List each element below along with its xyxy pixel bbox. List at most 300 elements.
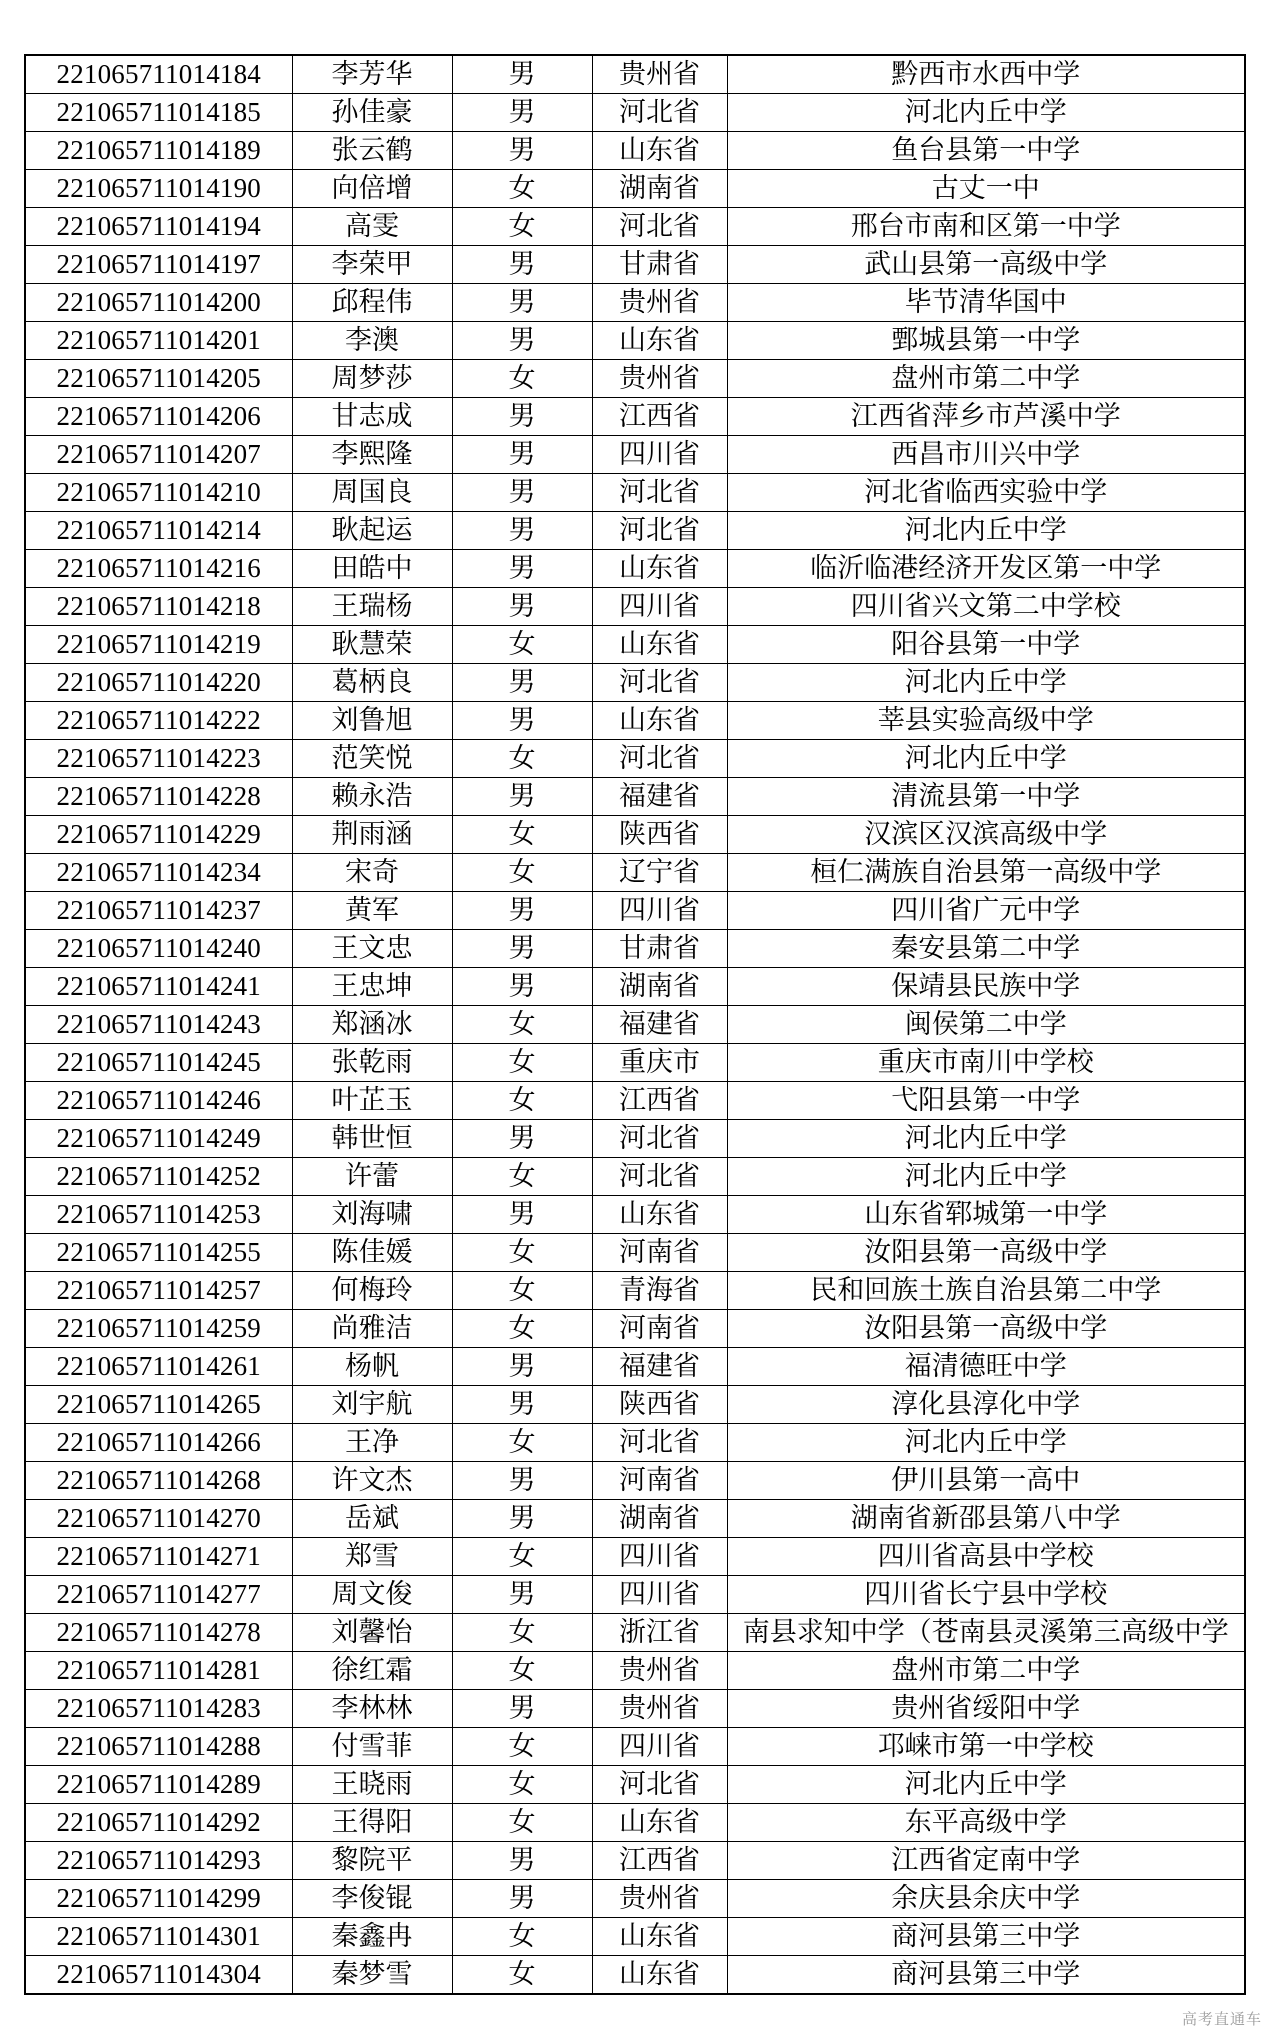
gender-cell: 男: [452, 702, 592, 740]
student-name-cell: 田皓中: [292, 550, 452, 588]
school-name-cell: 民和回族土族自治县第二中学: [727, 1272, 1245, 1310]
school-name-cell: 河北内丘中学: [727, 1120, 1245, 1158]
exam-id-cell: 221065711014249: [25, 1120, 292, 1158]
student-name-cell: 李荣甲: [292, 246, 452, 284]
school-name-cell: 四川省兴文第二中学校: [727, 588, 1245, 626]
table-row: [25, 816, 1245, 854]
exam-id-cell: 221065711014278: [25, 1614, 292, 1652]
school-name-cell: 汝阳县第一高级中学: [727, 1310, 1245, 1348]
province-cell: 河北省: [592, 664, 727, 702]
student-name-cell: 李林林: [292, 1690, 452, 1728]
student-name-cell: 黎院平: [292, 1842, 452, 1880]
gender-cell: 女: [452, 170, 592, 208]
table-row: [25, 1614, 1245, 1652]
gender-cell: 男: [452, 1500, 592, 1538]
table-row: [25, 854, 1245, 892]
school-name-cell: 秦安县第二中学: [727, 930, 1245, 968]
table-row: [25, 1348, 1245, 1386]
table-row: [25, 1538, 1245, 1576]
table-row: [25, 474, 1245, 512]
school-name-cell: 盘州市第二中学: [727, 360, 1245, 398]
table-row: [25, 1120, 1245, 1158]
exam-id-cell: 221065711014205: [25, 360, 292, 398]
gender-cell: 女: [452, 1272, 592, 1310]
student-name-cell: 王文忠: [292, 930, 452, 968]
table-row: [25, 1006, 1245, 1044]
school-name-cell: 南县求知中学（苍南县灵溪第三高级中学: [727, 1614, 1245, 1652]
exam-id-cell: 221065711014301: [25, 1918, 292, 1956]
province-cell: 江西省: [592, 398, 727, 436]
gender-cell: 男: [452, 1120, 592, 1158]
table-row: [25, 968, 1245, 1006]
school-name-cell: 河北内丘中学: [727, 1424, 1245, 1462]
province-cell: 四川省: [592, 1538, 727, 1576]
gender-cell: 女: [452, 1956, 592, 1995]
gender-cell: 女: [452, 1652, 592, 1690]
student-name-cell: 范笑悦: [292, 740, 452, 778]
student-list-body: [25, 55, 1245, 1994]
gender-cell: 女: [452, 1424, 592, 1462]
gender-cell: 男: [452, 322, 592, 360]
school-name-cell: 淳化县淳化中学: [727, 1386, 1245, 1424]
gender-cell: 男: [452, 284, 592, 322]
province-cell: 河北省: [592, 1424, 727, 1462]
gender-cell: 男: [452, 892, 592, 930]
school-name-cell: 四川省长宁县中学校: [727, 1576, 1245, 1614]
student-name-cell: 郑雪: [292, 1538, 452, 1576]
student-name-cell: 何梅玲: [292, 1272, 452, 1310]
gender-cell: 男: [452, 1576, 592, 1614]
province-cell: 山东省: [592, 1804, 727, 1842]
school-name-cell: 清流县第一中学: [727, 778, 1245, 816]
table-row: [25, 1386, 1245, 1424]
school-name-cell: 阳谷县第一中学: [727, 626, 1245, 664]
exam-id-cell: 221065711014237: [25, 892, 292, 930]
school-name-cell: 黔西市水西中学: [727, 55, 1245, 94]
school-name-cell: 江西省定南中学: [727, 1842, 1245, 1880]
gender-cell: 女: [452, 1234, 592, 1272]
school-name-cell: 邢台市南和区第一中学: [727, 208, 1245, 246]
province-cell: 甘肃省: [592, 246, 727, 284]
exam-id-cell: 221065711014265: [25, 1386, 292, 1424]
student-name-cell: 许文杰: [292, 1462, 452, 1500]
province-cell: 山东省: [592, 1956, 727, 1995]
gender-cell: 男: [452, 1842, 592, 1880]
table-row: [25, 1918, 1245, 1956]
gender-cell: 男: [452, 778, 592, 816]
gender-cell: 女: [452, 1728, 592, 1766]
school-name-cell: 西昌市川兴中学: [727, 436, 1245, 474]
school-name-cell: 鱼台县第一中学: [727, 132, 1245, 170]
province-cell: 河北省: [592, 1158, 727, 1196]
exam-id-cell: 221065711014277: [25, 1576, 292, 1614]
school-name-cell: 江西省萍乡市芦溪中学: [727, 398, 1245, 436]
student-name-cell: 李澳: [292, 322, 452, 360]
school-name-cell: 盘州市第二中学: [727, 1652, 1245, 1690]
school-name-cell: 四川省广元中学: [727, 892, 1245, 930]
gender-cell: 男: [452, 588, 592, 626]
table-row: [25, 1728, 1245, 1766]
province-cell: 河北省: [592, 208, 727, 246]
exam-id-cell: 221065711014200: [25, 284, 292, 322]
school-name-cell: 武山县第一高级中学: [727, 246, 1245, 284]
province-cell: 辽宁省: [592, 854, 727, 892]
exam-id-cell: 221065711014207: [25, 436, 292, 474]
student-name-cell: 赖永浩: [292, 778, 452, 816]
table-row: [25, 930, 1245, 968]
exam-id-cell: 221065711014261: [25, 1348, 292, 1386]
student-name-cell: 郑涵冰: [292, 1006, 452, 1044]
exam-id-cell: 221065711014255: [25, 1234, 292, 1272]
gender-cell: 男: [452, 55, 592, 94]
table-row: [25, 1462, 1245, 1500]
gender-cell: 女: [452, 626, 592, 664]
school-name-cell: 山东省郓城第一中学: [727, 1196, 1245, 1234]
province-cell: 山东省: [592, 1918, 727, 1956]
exam-id-cell: 221065711014219: [25, 626, 292, 664]
table-row: [25, 1082, 1245, 1120]
exam-id-cell: 221065711014293: [25, 1842, 292, 1880]
gender-cell: 男: [452, 930, 592, 968]
student-name-cell: 陈佳媛: [292, 1234, 452, 1272]
exam-id-cell: 221065711014245: [25, 1044, 292, 1082]
province-cell: 浙江省: [592, 1614, 727, 1652]
table-row: [25, 436, 1245, 474]
table-row: [25, 1804, 1245, 1842]
student-name-cell: 尚雅洁: [292, 1310, 452, 1348]
school-name-cell: 余庆县余庆中学: [727, 1880, 1245, 1918]
exam-id-cell: 221065711014292: [25, 1804, 292, 1842]
student-name-cell: 李熙隆: [292, 436, 452, 474]
school-name-cell: 河北内丘中学: [727, 1766, 1245, 1804]
province-cell: 河南省: [592, 1462, 727, 1500]
exam-id-cell: 221065711014304: [25, 1956, 292, 1995]
gender-cell: 男: [452, 132, 592, 170]
gender-cell: 女: [452, 816, 592, 854]
student-name-cell: 秦鑫冉: [292, 1918, 452, 1956]
gender-cell: 男: [452, 1348, 592, 1386]
student-name-cell: 秦梦雪: [292, 1956, 452, 1995]
province-cell: 湖南省: [592, 968, 727, 1006]
table-row: [25, 1880, 1245, 1918]
student-name-cell: 王瑞杨: [292, 588, 452, 626]
watermark-text: 高考直通车: [1181, 2010, 1262, 2028]
school-name-cell: 伊川县第一高中: [727, 1462, 1245, 1500]
exam-id-cell: 221065711014194: [25, 208, 292, 246]
province-cell: 福建省: [592, 1006, 727, 1044]
gender-cell: 女: [452, 1006, 592, 1044]
table-row: [25, 1424, 1245, 1462]
table-row: [25, 132, 1245, 170]
student-name-cell: 张云鹤: [292, 132, 452, 170]
exam-id-cell: 221065711014190: [25, 170, 292, 208]
table-row: [25, 284, 1245, 322]
school-name-cell: 四川省高县中学校: [727, 1538, 1245, 1576]
school-name-cell: 商河县第三中学: [727, 1956, 1245, 1995]
exam-id-cell: 221065711014229: [25, 816, 292, 854]
school-name-cell: 弋阳县第一中学: [727, 1082, 1245, 1120]
table-row: [25, 1272, 1245, 1310]
exam-id-cell: 221065711014240: [25, 930, 292, 968]
province-cell: 重庆市: [592, 1044, 727, 1082]
province-cell: 江西省: [592, 1842, 727, 1880]
student-name-cell: 耿慧荣: [292, 626, 452, 664]
province-cell: 贵州省: [592, 1690, 727, 1728]
province-cell: 湖南省: [592, 170, 727, 208]
school-name-cell: 河北内丘中学: [727, 512, 1245, 550]
student-name-cell: 许蕾: [292, 1158, 452, 1196]
province-cell: 山东省: [592, 550, 727, 588]
table-row: [25, 588, 1245, 626]
exam-id-cell: 221065711014218: [25, 588, 292, 626]
school-name-cell: 临沂临港经济开发区第一中学: [727, 550, 1245, 588]
province-cell: 山东省: [592, 132, 727, 170]
school-name-cell: 桓仁满族自治县第一高级中学: [727, 854, 1245, 892]
table-row: [25, 246, 1245, 284]
table-row: [25, 1576, 1245, 1614]
table-row: [25, 322, 1245, 360]
school-name-cell: 闽侯第二中学: [727, 1006, 1245, 1044]
province-cell: 陕西省: [592, 1386, 727, 1424]
gender-cell: 男: [452, 968, 592, 1006]
exam-id-cell: 221065711014243: [25, 1006, 292, 1044]
province-cell: 四川省: [592, 588, 727, 626]
table-row: [25, 1690, 1245, 1728]
exam-id-cell: 221065711014252: [25, 1158, 292, 1196]
gender-cell: 男: [452, 550, 592, 588]
table-row: [25, 55, 1245, 94]
table-row: [25, 1234, 1245, 1272]
gender-cell: 男: [452, 664, 592, 702]
student-name-cell: 葛柄良: [292, 664, 452, 702]
table-row: [25, 1766, 1245, 1804]
province-cell: 四川省: [592, 892, 727, 930]
gender-cell: 女: [452, 208, 592, 246]
table-row: [25, 170, 1245, 208]
table-row: [25, 1310, 1245, 1348]
province-cell: 贵州省: [592, 1652, 727, 1690]
gender-cell: 男: [452, 1462, 592, 1500]
table-row: [25, 550, 1245, 588]
exam-id-cell: 221065711014185: [25, 94, 292, 132]
table-row: [25, 1158, 1245, 1196]
exam-id-cell: 221065711014299: [25, 1880, 292, 1918]
gender-cell: 男: [452, 1880, 592, 1918]
gender-cell: 男: [452, 398, 592, 436]
table-row: [25, 1956, 1245, 1995]
school-name-cell: 河北内丘中学: [727, 94, 1245, 132]
table-row: [25, 208, 1245, 246]
school-name-cell: 商河县第三中学: [727, 1918, 1245, 1956]
student-name-cell: 刘海啸: [292, 1196, 452, 1234]
student-name-cell: 杨帆: [292, 1348, 452, 1386]
student-name-cell: 高雯: [292, 208, 452, 246]
table-row: [25, 740, 1245, 778]
exam-id-cell: 221065711014288: [25, 1728, 292, 1766]
exam-id-cell: 221065711014210: [25, 474, 292, 512]
province-cell: 甘肃省: [592, 930, 727, 968]
province-cell: 贵州省: [592, 360, 727, 398]
exam-id-cell: 221065711014241: [25, 968, 292, 1006]
gender-cell: 女: [452, 1310, 592, 1348]
gender-cell: 男: [452, 1386, 592, 1424]
gender-cell: 男: [452, 94, 592, 132]
gender-cell: 女: [452, 1044, 592, 1082]
exam-id-cell: 221065711014220: [25, 664, 292, 702]
gender-cell: 男: [452, 436, 592, 474]
exam-id-cell: 221065711014289: [25, 1766, 292, 1804]
table-row: [25, 1044, 1245, 1082]
student-name-cell: 王忠坤: [292, 968, 452, 1006]
province-cell: 河北省: [592, 512, 727, 550]
province-cell: 青海省: [592, 1272, 727, 1310]
student-name-cell: 刘馨怡: [292, 1614, 452, 1652]
student-name-cell: 李俊锟: [292, 1880, 452, 1918]
table-row: [25, 398, 1245, 436]
exam-id-cell: 221065711014234: [25, 854, 292, 892]
table-row: [25, 892, 1245, 930]
student-list-table: [24, 54, 1246, 1995]
exam-id-cell: 221065711014222: [25, 702, 292, 740]
school-name-cell: 莘县实验高级中学: [727, 702, 1245, 740]
table-row: [25, 1196, 1245, 1234]
province-cell: 山东省: [592, 322, 727, 360]
exam-id-cell: 221065711014253: [25, 1196, 292, 1234]
school-name-cell: 重庆市南川中学校: [727, 1044, 1245, 1082]
province-cell: 河北省: [592, 1766, 727, 1804]
province-cell: 河南省: [592, 1234, 727, 1272]
province-cell: 福建省: [592, 778, 727, 816]
school-name-cell: 保靖县民族中学: [727, 968, 1245, 1006]
province-cell: 河北省: [592, 474, 727, 512]
gender-cell: 男: [452, 512, 592, 550]
gender-cell: 女: [452, 1158, 592, 1196]
student-name-cell: 耿起运: [292, 512, 452, 550]
student-name-cell: 王晓雨: [292, 1766, 452, 1804]
student-name-cell: 刘鲁旭: [292, 702, 452, 740]
province-cell: 四川省: [592, 1576, 727, 1614]
table-row: [25, 1500, 1245, 1538]
student-name-cell: 周国良: [292, 474, 452, 512]
exam-id-cell: 221065711014257: [25, 1272, 292, 1310]
table-row: [25, 778, 1245, 816]
gender-cell: 女: [452, 1538, 592, 1576]
gender-cell: 女: [452, 360, 592, 398]
student-name-cell: 黄军: [292, 892, 452, 930]
student-name-cell: 周梦莎: [292, 360, 452, 398]
province-cell: 河北省: [592, 1120, 727, 1158]
exam-id-cell: 221065711014216: [25, 550, 292, 588]
gender-cell: 女: [452, 1804, 592, 1842]
student-name-cell: 韩世恒: [292, 1120, 452, 1158]
school-name-cell: 河北内丘中学: [727, 740, 1245, 778]
school-name-cell: 汉滨区汉滨高级中学: [727, 816, 1245, 854]
school-name-cell: 鄄城县第一中学: [727, 322, 1245, 360]
student-name-cell: 张乾雨: [292, 1044, 452, 1082]
gender-cell: 女: [452, 1614, 592, 1652]
table-row: [25, 360, 1245, 398]
student-name-cell: 周文俊: [292, 1576, 452, 1614]
gender-cell: 女: [452, 1766, 592, 1804]
exam-id-cell: 221065711014268: [25, 1462, 292, 1500]
exam-id-cell: 221065711014189: [25, 132, 292, 170]
school-name-cell: 河北内丘中学: [727, 1158, 1245, 1196]
table-row: [25, 664, 1245, 702]
gender-cell: 女: [452, 1918, 592, 1956]
student-name-cell: 王得阳: [292, 1804, 452, 1842]
gender-cell: 男: [452, 1196, 592, 1234]
school-name-cell: 毕节清华国中: [727, 284, 1245, 322]
exam-id-cell: 221065711014270: [25, 1500, 292, 1538]
school-name-cell: 贵州省绥阳中学: [727, 1690, 1245, 1728]
school-name-cell: 古丈一中: [727, 170, 1245, 208]
school-name-cell: 东平高级中学: [727, 1804, 1245, 1842]
student-name-cell: 宋奇: [292, 854, 452, 892]
exam-id-cell: 221065711014266: [25, 1424, 292, 1462]
province-cell: 江西省: [592, 1082, 727, 1120]
table-row: [25, 512, 1245, 550]
province-cell: 贵州省: [592, 55, 727, 94]
school-name-cell: 汝阳县第一高级中学: [727, 1234, 1245, 1272]
exam-id-cell: 221065711014281: [25, 1652, 292, 1690]
gender-cell: 女: [452, 1082, 592, 1120]
gender-cell: 女: [452, 740, 592, 778]
exam-id-cell: 221065711014214: [25, 512, 292, 550]
table-row: [25, 702, 1245, 740]
province-cell: 湖南省: [592, 1500, 727, 1538]
student-name-cell: 孙佳豪: [292, 94, 452, 132]
gender-cell: 男: [452, 246, 592, 284]
province-cell: 贵州省: [592, 1880, 727, 1918]
school-name-cell: 福清德旺中学: [727, 1348, 1245, 1386]
province-cell: 山东省: [592, 626, 727, 664]
exam-id-cell: 221065711014271: [25, 1538, 292, 1576]
gender-cell: 男: [452, 474, 592, 512]
exam-id-cell: 221065711014197: [25, 246, 292, 284]
exam-id-cell: 221065711014259: [25, 1310, 292, 1348]
school-name-cell: 河北内丘中学: [727, 664, 1245, 702]
exam-id-cell: 221065711014283: [25, 1690, 292, 1728]
student-name-cell: 向倍增: [292, 170, 452, 208]
school-name-cell: 邛崃市第一中学校: [727, 1728, 1245, 1766]
province-cell: 陕西省: [592, 816, 727, 854]
province-cell: 福建省: [592, 1348, 727, 1386]
exam-id-cell: 221065711014206: [25, 398, 292, 436]
student-name-cell: 叶芷玉: [292, 1082, 452, 1120]
exam-id-cell: 221065711014246: [25, 1082, 292, 1120]
exam-id-cell: 221065711014228: [25, 778, 292, 816]
student-name-cell: 邱程伟: [292, 284, 452, 322]
table-row: [25, 626, 1245, 664]
student-name-cell: 付雪菲: [292, 1728, 452, 1766]
student-name-cell: 岳斌: [292, 1500, 452, 1538]
student-name-cell: 刘宇航: [292, 1386, 452, 1424]
student-name-cell: 李芳华: [292, 55, 452, 94]
province-cell: 贵州省: [592, 284, 727, 322]
student-name-cell: 徐红霜: [292, 1652, 452, 1690]
province-cell: 四川省: [592, 436, 727, 474]
table-row: [25, 1842, 1245, 1880]
exam-id-cell: 221065711014223: [25, 740, 292, 778]
exam-id-cell: 221065711014184: [25, 55, 292, 94]
table-row: [25, 1652, 1245, 1690]
province-cell: 四川省: [592, 1728, 727, 1766]
province-cell: 山东省: [592, 702, 727, 740]
gender-cell: 女: [452, 854, 592, 892]
province-cell: 河北省: [592, 94, 727, 132]
school-name-cell: 湖南省新邵县第八中学: [727, 1500, 1245, 1538]
student-name-cell: 王净: [292, 1424, 452, 1462]
